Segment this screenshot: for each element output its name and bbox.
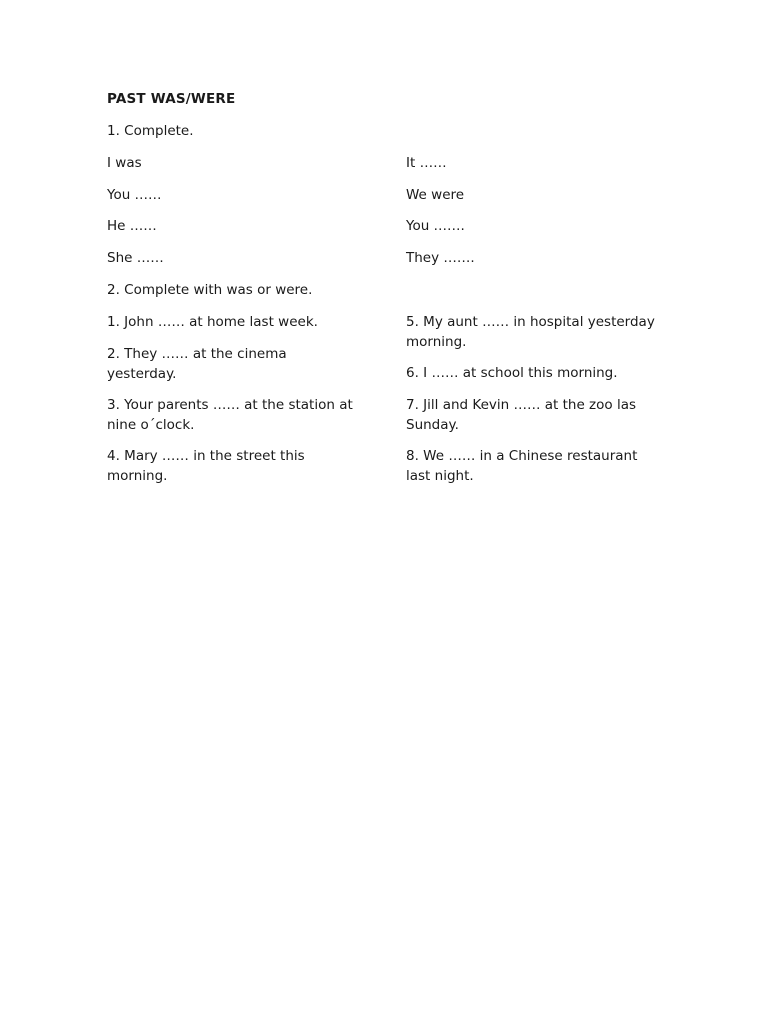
section1-heading: 1. Complete.: [107, 123, 194, 139]
section1-right-item: You …….: [406, 218, 465, 234]
section2-left-item: 3. Your parents …… at the station at nine o´clock.: [107, 397, 353, 433]
page-title: PAST WAS/WERE: [107, 91, 236, 107]
section1-left-item: He ……: [107, 218, 157, 234]
section2-right-item: 8. We …… in a Chinese restaurant last night.: [406, 448, 638, 484]
section1-left-item: You ……: [107, 187, 162, 203]
section1-right-item: They …….: [406, 250, 475, 266]
section1-right-item: We were: [406, 187, 465, 203]
section2-left-item: 1. John …… at home last week.: [107, 314, 318, 330]
section2-left-item: 2. They …… at the cinema yesterday.: [107, 346, 287, 382]
section2-heading: 2. Complete with was or were.: [107, 282, 313, 298]
section2-left-item: 4. Mary …… in the street this morning.: [107, 448, 305, 484]
section2-right-item: 5. My aunt …… in hospital yesterday morning.: [406, 314, 655, 350]
section2-right-item: 7. Jill and Kevin …… at the zoo las Sunday.: [406, 397, 637, 433]
section1-left-item: I was: [107, 155, 142, 171]
section2-right-item: 6. I …… at school this morning.: [406, 365, 618, 381]
section1-right-item: It ……: [406, 155, 447, 171]
section1-left-item: She ……: [107, 250, 164, 266]
